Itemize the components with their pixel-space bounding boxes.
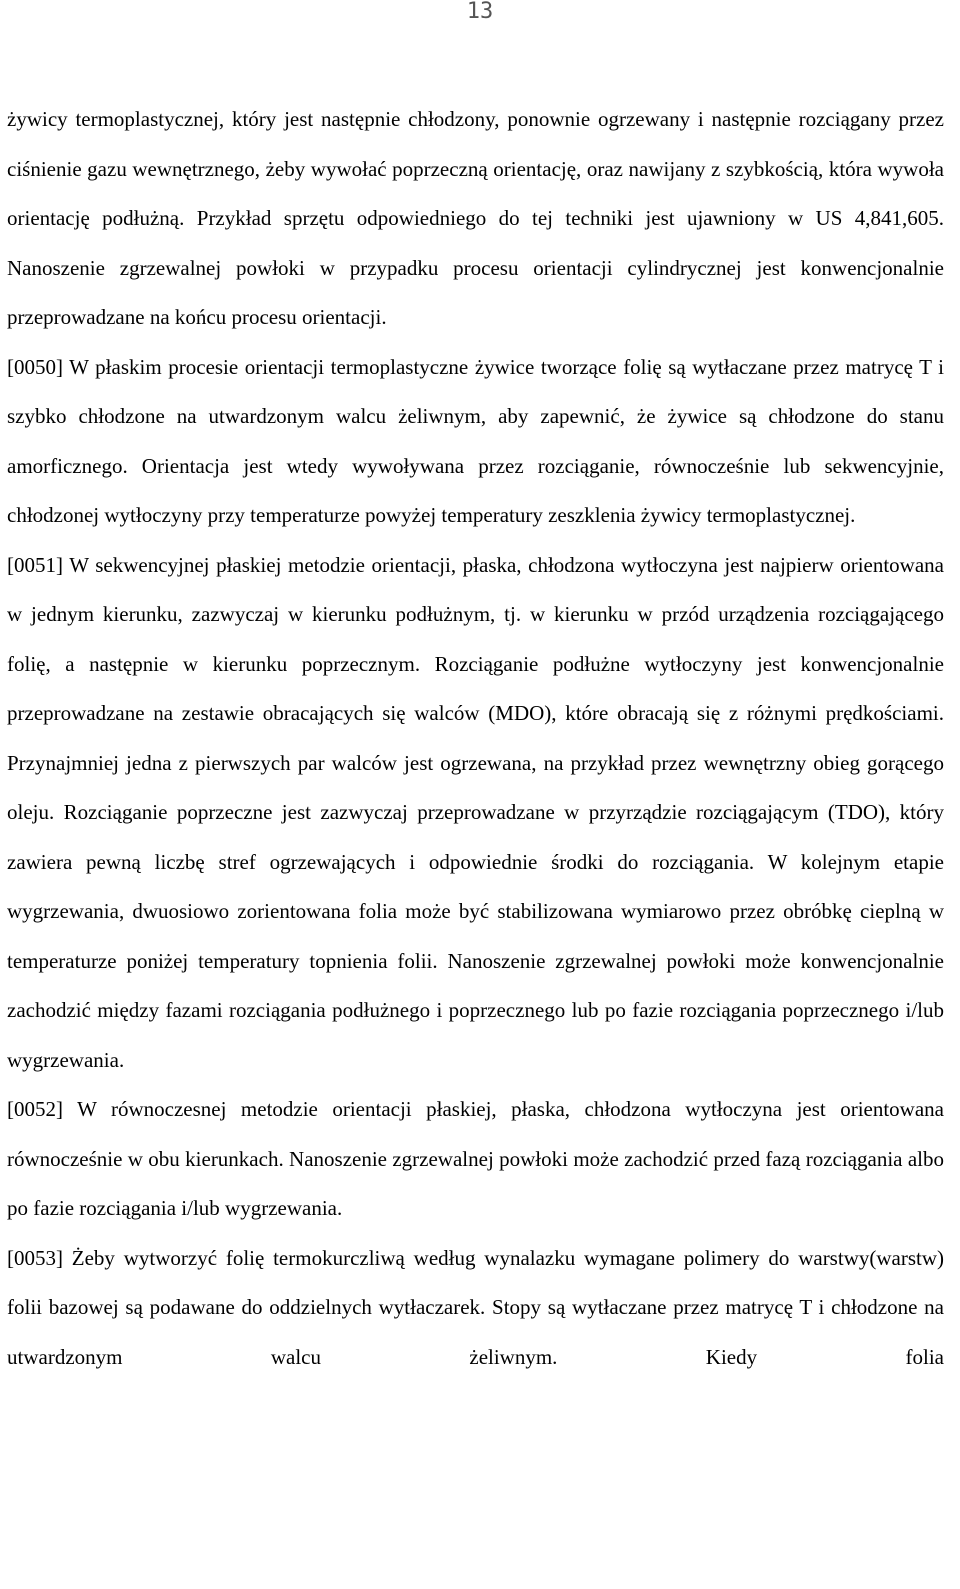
paragraph-continuation: żywicy termoplastycznej, który jest następnie chłodzony, ponownie ogrzewany i następnie rozciągany przez ciśnienie gazu wewnętrznego, żeby wywołać poprzeczną orientację, oraz nawijany z szybkością, która wywoła orientację podłużną. Przykład sprzętu odpowiedniego do tej techniki jest ujawniony w US 4,841,605. Nanoszenie zgrzewalnej powłoki w przypadku procesu orientacji cylindrycznej jest konwencjonalnie przeprowadzane na końcu procesu orientacji. [7, 107, 944, 329]
page-number: 13 [466, 0, 494, 24]
paragraph-0053: [0053] Żeby wytworzyć folię termokurczliwą według wynalazku wymagane polimery do warstwy(warstw) folii bazowej są podawane do oddzielnych wytłaczarek. Stopy są wytłaczane przez matrycę T i chłodzone na utwardzonym walcu żeliwnym. Kiedy folia [7, 1245, 944, 1369]
paragraph-0052: [0052] W równoczesnej metodzie orientacji płaskiej, płaska, chłodzona wytłoczyna jest orientowana równocześnie w obu kierunkach. Nanoszenie zgrzewalnej powłoki może zachodzić przed fazą rozciągania albo po fazie rozciągania i/lub wygrzewania. [7, 1097, 944, 1220]
paragraph-0051: [0051] W sekwencyjnej płaskiej metodzie orientacji, płaska, chłodzona wytłoczyna jest najpierw orientowana w jednym kierunku, zazwyczaj w kierunku podłużnym, tj. w kierunku w przód urządzenia rozciągającego folię, a następnie w kierunku poprzecznym. Rozciąganie podłużne wytłoczyny jest konwencjonalnie przeprowadzane na zestawie obracających się walców (MDO), które obracają się z różnymi prędkościami. Przynajmniej jedna z pierwszych par walców jest ogrzewana, na przykład przez wewnętrzny obieg gorącego oleju. Rozciąganie poprzeczne jest zazwyczaj przeprowadzane w przyrządzie rozciągającym (TDO), który zawiera pewną liczbę stref ogrzewających i odpowiednie środki do rozciągania. W kolejnym etapie wygrzewania, dwuosiowo zorientowana folia może być stabilizowana wymiarowo przez obróbkę cieplną w temperaturze poniżej temperatury topnienia folii. Nanoszenie zgrzewalnej powłoki może konwencjonalnie zachodzić między fazami rozciągania podłużnego i poprzecznego lub po fazie rozciągania poprzecznego i/lub wygrzewania. [7, 552, 944, 1072]
paragraph-0050: [0050] W płaskim procesie orientacji termoplastyczne żywice tworzące folię są wytłaczane przez matrycę T i szybko chłodzone na utwardzonym walcu żeliwnym, aby zapewnić, że żywice są chłodzone do stanu amorficznego. Orientacja jest wtedy wywoływana przez rozciąganie, równocześnie lub sekwencyjnie, chłodzonej wytłoczyny przy temperaturze powyżej temperatury zeszklenia żywicy termoplastycznej. [7, 354, 944, 527]
document-body [7, 95, 944, 1382]
